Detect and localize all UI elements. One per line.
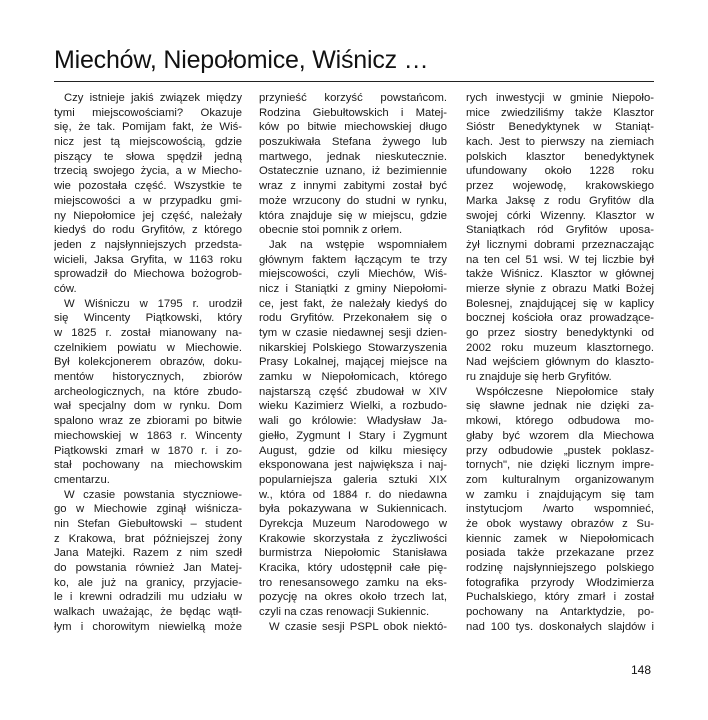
- text-line: walkach uważając, że będąc wątł-: [54, 606, 242, 619]
- text-line: spalono wraz ze zbiorami po bitwie: [54, 415, 242, 428]
- text-line: wał specjalny dom w rynku. Dom: [54, 400, 242, 413]
- text-line: go w Miechowie zginął wiśnicza-: [54, 503, 242, 516]
- text-line: z Krakowa, brat późniejszej żony: [54, 532, 242, 545]
- text-line: fotografika przyrody Włodzimierza: [466, 576, 654, 589]
- text-line: Bolesnej, znajdującej się w kaplicy: [466, 297, 654, 310]
- text-line: mkowi, którego odbudowa mo-: [466, 415, 654, 428]
- text-line: Prasy Lokalnej, mającej miejsce na: [259, 356, 447, 369]
- title-underline: [54, 81, 654, 82]
- text-line: ko, ale już na granicy, przyjacie-: [54, 576, 242, 589]
- text-line: Dyrekcja Muzeum Narodowego w: [259, 517, 447, 530]
- text-line: W czasie sesji PSPL obok niektó-: [269, 620, 447, 633]
- text-line: pochowany na Antarktydzie, po-: [466, 606, 654, 619]
- text-line: Marka Jaksę z rodu Gryfitów dla: [466, 194, 654, 207]
- text-line: przy odbudowie „pustek poklasz-: [466, 444, 654, 457]
- text-line: posiada także przekazane przez: [466, 547, 654, 560]
- text-line: ufundowany około 1228 roku: [466, 165, 654, 178]
- text-line: swojej córki Wizenny. Klasztor w: [466, 209, 654, 222]
- text-line: W Wiśniczu w 1795 r. urodził: [64, 297, 242, 310]
- text-line: przynieść korzyść powstańcom.: [259, 92, 447, 104]
- text-line: mentów historycznych, zbiorów: [54, 371, 242, 384]
- text-line: nicz jest tą miejscowością, gdzie: [54, 136, 242, 149]
- text-line: jeden z najsłynniejszych przedsta-: [54, 238, 242, 251]
- text-line: wieku Kazimierz Wielki, a rozbudo-: [259, 400, 447, 413]
- text-line: trzecią swojego życia, a w Miecho-: [54, 165, 242, 178]
- text-line: burmistrza Niepołomic Stanisława: [259, 547, 447, 560]
- text-line: rych inwestycji w gminie Niepoło-: [466, 92, 654, 104]
- text-line: głównym faktem łączącym te trzy: [259, 253, 447, 266]
- text-line: łym i chorowitym niewielką może: [54, 620, 242, 633]
- text-line: żył licznymi dobrami przeznaczając: [466, 238, 654, 251]
- text-line: miejscowości a w przypadku gmi-: [54, 194, 242, 207]
- text-line: przez wojewodę, krakowskiego: [466, 180, 654, 193]
- text-line: Jana Matejki. Razem z nim szedł: [54, 547, 242, 560]
- text-line: Kracika, który udostępnił całe pię-: [259, 562, 447, 574]
- text-line: mice zwiedziliśmy także Klasztor: [466, 106, 654, 119]
- text-line: najstarszą część zbudował w XIV: [259, 385, 447, 398]
- text-line: archeologicznych, na które zbudo-: [54, 385, 242, 398]
- text-line: Ostatecznie uznano, iż bezimiennie: [259, 165, 447, 178]
- text-line: go przez siostry benedyktynki od: [466, 327, 654, 339]
- text-line: rodzinę najsłynniejszego polskiego: [466, 562, 654, 574]
- text-line: także Wiśnicz. Klasztor w głównej: [466, 268, 654, 281]
- text-line: Staniątkach ród Gryfitów uposa-: [466, 224, 654, 237]
- text-line: bocznej kościoła oraz prowadzące-: [466, 312, 654, 325]
- text-line: poszukiwała Stefana żywego lub: [259, 136, 447, 149]
- text-line: obecnie stoi pomnik z orłem.: [259, 224, 403, 237]
- text-line: głaby być wzorem dla Miechowa: [466, 429, 654, 442]
- text-line: sprowadził do Miechowa bożogrob-: [54, 268, 242, 281]
- text-line: czelnikiem powiatu w Miechowie.: [54, 341, 242, 354]
- text-line: rodu Gryfitów. Przekonałem się o: [259, 312, 447, 325]
- text-line: kiedyś do rodu Gryfitów, z którego: [54, 224, 242, 237]
- text-line: nikarskiej Polskiego Stowarzyszenia: [259, 341, 447, 354]
- text-line: nad 100 tys. doskonałych slajdów i: [466, 620, 654, 633]
- text-line: może wrzucony do studni w rynku,: [259, 194, 447, 207]
- text-line: tymi miejscowościami? Okazuje: [54, 106, 242, 119]
- text-line: która znajduje się w miejscu, gdzie: [259, 209, 447, 222]
- text-line: W czasie powstania styczniowe-: [64, 488, 242, 501]
- page-number: 148: [631, 663, 652, 677]
- text-line: 2002 roku muzeum klasztornego.: [466, 341, 654, 354]
- text-line: eksponowana jest największa i naj-: [259, 459, 447, 472]
- text-line: kiennic zamek w Niepołomicach: [466, 532, 654, 545]
- text-line: miejscowości, czyli Miechów, Wiś-: [259, 268, 447, 281]
- text-line: Był kolekcjonerem obrazów, doku-: [54, 356, 242, 369]
- text-line: nin Stefan Giebułtowski – student: [54, 517, 242, 530]
- text-line: była pokazywana w Sukiennicach.: [259, 503, 447, 516]
- text-line: ru znajduje się herb Gryfitów.: [466, 371, 612, 384]
- text-line: do powstania również Jan Matej-: [54, 562, 242, 574]
- text-line: w 1825 r. został mianowany na-: [54, 327, 242, 339]
- text-line: August, gdzie od kilku miesięcy: [259, 444, 447, 457]
- text-line: na ten cel 51 wsi. W tej liczbie był: [466, 253, 654, 266]
- text-line: popularniejsza galeria sztuki XIX: [259, 473, 447, 486]
- text-line: Rodzina Giebułtowskich i Matej-: [259, 106, 447, 119]
- text-line: się, że tak. Pomijam fakt, że Wiś-: [54, 121, 242, 134]
- text-line: czyli na czas renowacji Sukiennic.: [259, 606, 430, 619]
- text-line: instytucjom /warto wspomnieć,: [466, 503, 654, 516]
- text-line: się sławne jednak nie dzięki za-: [466, 400, 654, 413]
- text-line: tro renesansowego zamku na eks-: [259, 576, 447, 589]
- text-line: Współczesne Niepołomice stały: [476, 385, 654, 398]
- text-line: piszący te słowa spędził jedną: [54, 150, 242, 163]
- text-line: le i krewni odradzili mu udziału w: [54, 591, 242, 604]
- text-line: wicieli, Jaksa Gryfita, w 1163 roku: [54, 253, 242, 266]
- article-title: Miechów, Niepołomice, Wiśnicz …: [54, 46, 429, 74]
- text-line: stał pochowany na miechowskim: [54, 459, 242, 472]
- text-line: kach. Jest to pierwszy na ziemiach: [466, 136, 654, 149]
- text-line: tym w czasie niedawnej sesji dzien-: [259, 327, 447, 339]
- text-line: ny Niepołomice jej część, należały: [54, 209, 242, 222]
- text-line: Puchalskiego, który zmarł i został: [466, 591, 654, 604]
- text-line: ce, jest fakt, że należały kiedyś do: [259, 297, 447, 310]
- text-line: się Wincenty Piątkowski, który: [54, 312, 242, 325]
- text-line: Krakowie skorzystała z życzliwości: [259, 532, 447, 545]
- text-line: martwego, jednak nieskutecznie.: [259, 150, 447, 163]
- text-line: w., która od 1884 r. do niedawna: [259, 488, 447, 501]
- text-line: w zamku i znajdującym się tam: [466, 488, 654, 501]
- text-line: wraz z innymi zabitymi został być: [259, 180, 447, 193]
- text-line: mierze słynie z obrazu Matki Bożej: [466, 282, 654, 295]
- text-line: Jak na wstępie wspomniałem: [269, 238, 447, 251]
- text-line: Sióstr Benedyktynek w Staniąt-: [466, 121, 654, 134]
- text-column-2: [259, 91, 447, 634]
- text-line: tornych", nie dzięki licznym impre-: [466, 459, 654, 472]
- text-column-3: [466, 91, 654, 634]
- text-line: pozycję na okres około trzech lat,: [259, 591, 447, 604]
- text-line: wie pozostała część. Wszystkie te: [54, 180, 242, 193]
- text-line: Piątkowski zmarł w 1870 r. i zo-: [54, 444, 242, 457]
- text-line: ków po bitwie miechowskiej długo: [259, 121, 447, 134]
- text-line: zom kulturalnym organizowanym: [466, 473, 654, 486]
- text-column-1: [54, 91, 242, 634]
- text-line: Nad wejściem głównym do klaszto-: [466, 356, 654, 369]
- text-line: polskich klasztor benedyktynek: [466, 150, 654, 163]
- text-line: nicz i Staniątki z gminy Niepołomi-: [259, 282, 447, 295]
- text-line: cmentarzu.: [54, 473, 110, 486]
- text-line: że obok wystawy obrazów z Su-: [466, 517, 654, 530]
- text-line: giełło, Zygmunt I Stary i Zygmunt: [259, 429, 447, 442]
- text-line: zamku w Niepołomicach, którego: [259, 371, 447, 384]
- text-line: ców.: [54, 282, 77, 295]
- text-line: miechowskiej w 1863 r. Wincenty: [54, 429, 242, 442]
- text-line: wali go królowie: Władysław Ja-: [259, 415, 447, 428]
- text-line: Czy istnieje jakiś związek między: [64, 92, 242, 104]
